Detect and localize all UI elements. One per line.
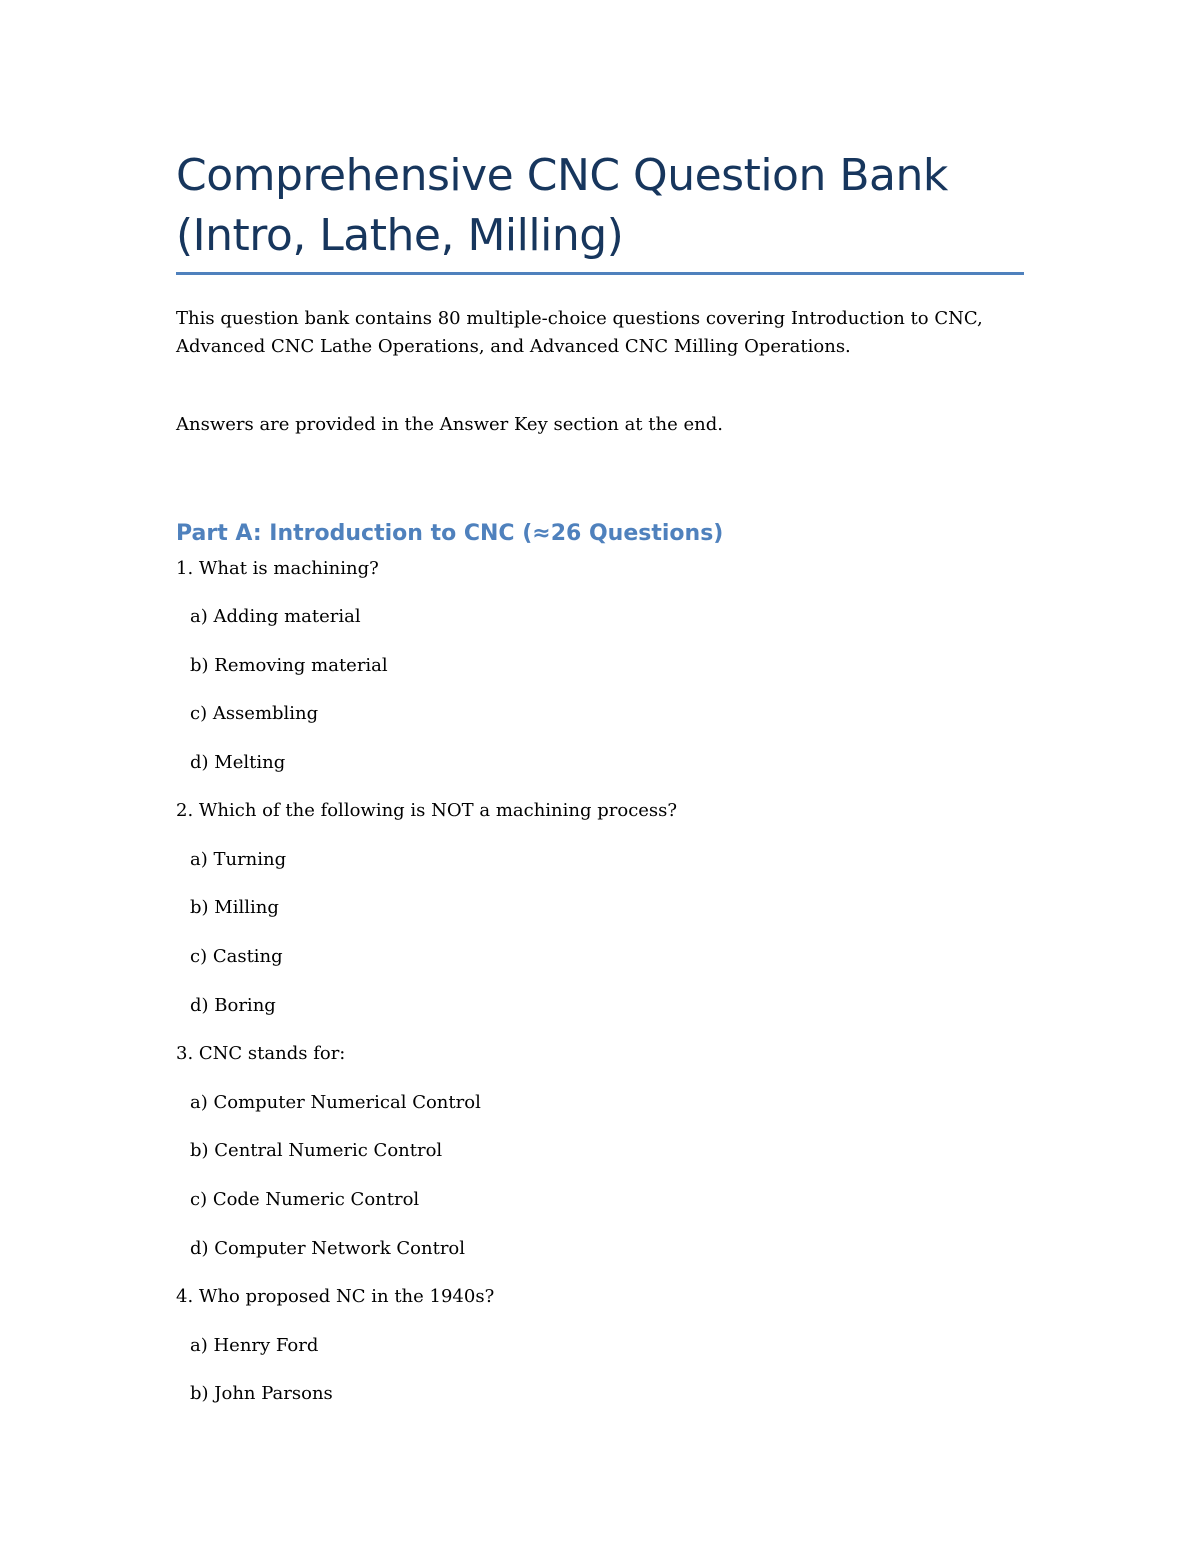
- answer-option: b) Removing material: [190, 655, 388, 676]
- answer-option: c) Assembling: [190, 703, 319, 724]
- document-title-line-1: Comprehensive CNC Question Bank: [176, 150, 948, 201]
- question-text: 1. What is machining?: [176, 558, 379, 579]
- answer-option: a) Computer Numerical Control: [190, 1092, 481, 1113]
- question-text: 4. Who proposed NC in the 1940s?: [176, 1286, 495, 1307]
- answer-option: a) Turning: [190, 849, 287, 870]
- document-title-line-2: (Intro, Lathe, Milling): [176, 210, 624, 261]
- answer-option: d) Computer Network Control: [190, 1238, 466, 1259]
- answer-option: d) Boring: [190, 995, 276, 1016]
- question-text: 3. CNC stands for:: [176, 1043, 346, 1064]
- title-underline-rule: [176, 272, 1024, 275]
- intro-paragraph-line-1: This question bank contains 80 multiple-choice questions covering Introduction to CNC,: [176, 308, 983, 329]
- answer-option: b) John Parsons: [190, 1383, 333, 1404]
- answer-option: c) Casting: [190, 946, 283, 967]
- answer-option: d) Melting: [190, 752, 286, 773]
- answers-note: Answers are provided in the Answer Key section at the end.: [176, 414, 723, 435]
- question-text: 2. Which of the following is NOT a machining process?: [176, 800, 678, 821]
- answer-option: b) Milling: [190, 897, 279, 918]
- answer-option: a) Adding material: [190, 606, 361, 627]
- answer-option: a) Henry Ford: [190, 1335, 319, 1356]
- answer-option: b) Central Numeric Control: [190, 1140, 443, 1161]
- document-title: [176, 146, 1036, 266]
- answer-option: c) Code Numeric Control: [190, 1189, 420, 1210]
- part-a-heading: Part A: Introduction to CNC (≈26 Questions): [176, 521, 724, 546]
- intro-paragraph-line-2: Advanced CNC Lathe Operations, and Advanced CNC Milling Operations.: [176, 336, 851, 357]
